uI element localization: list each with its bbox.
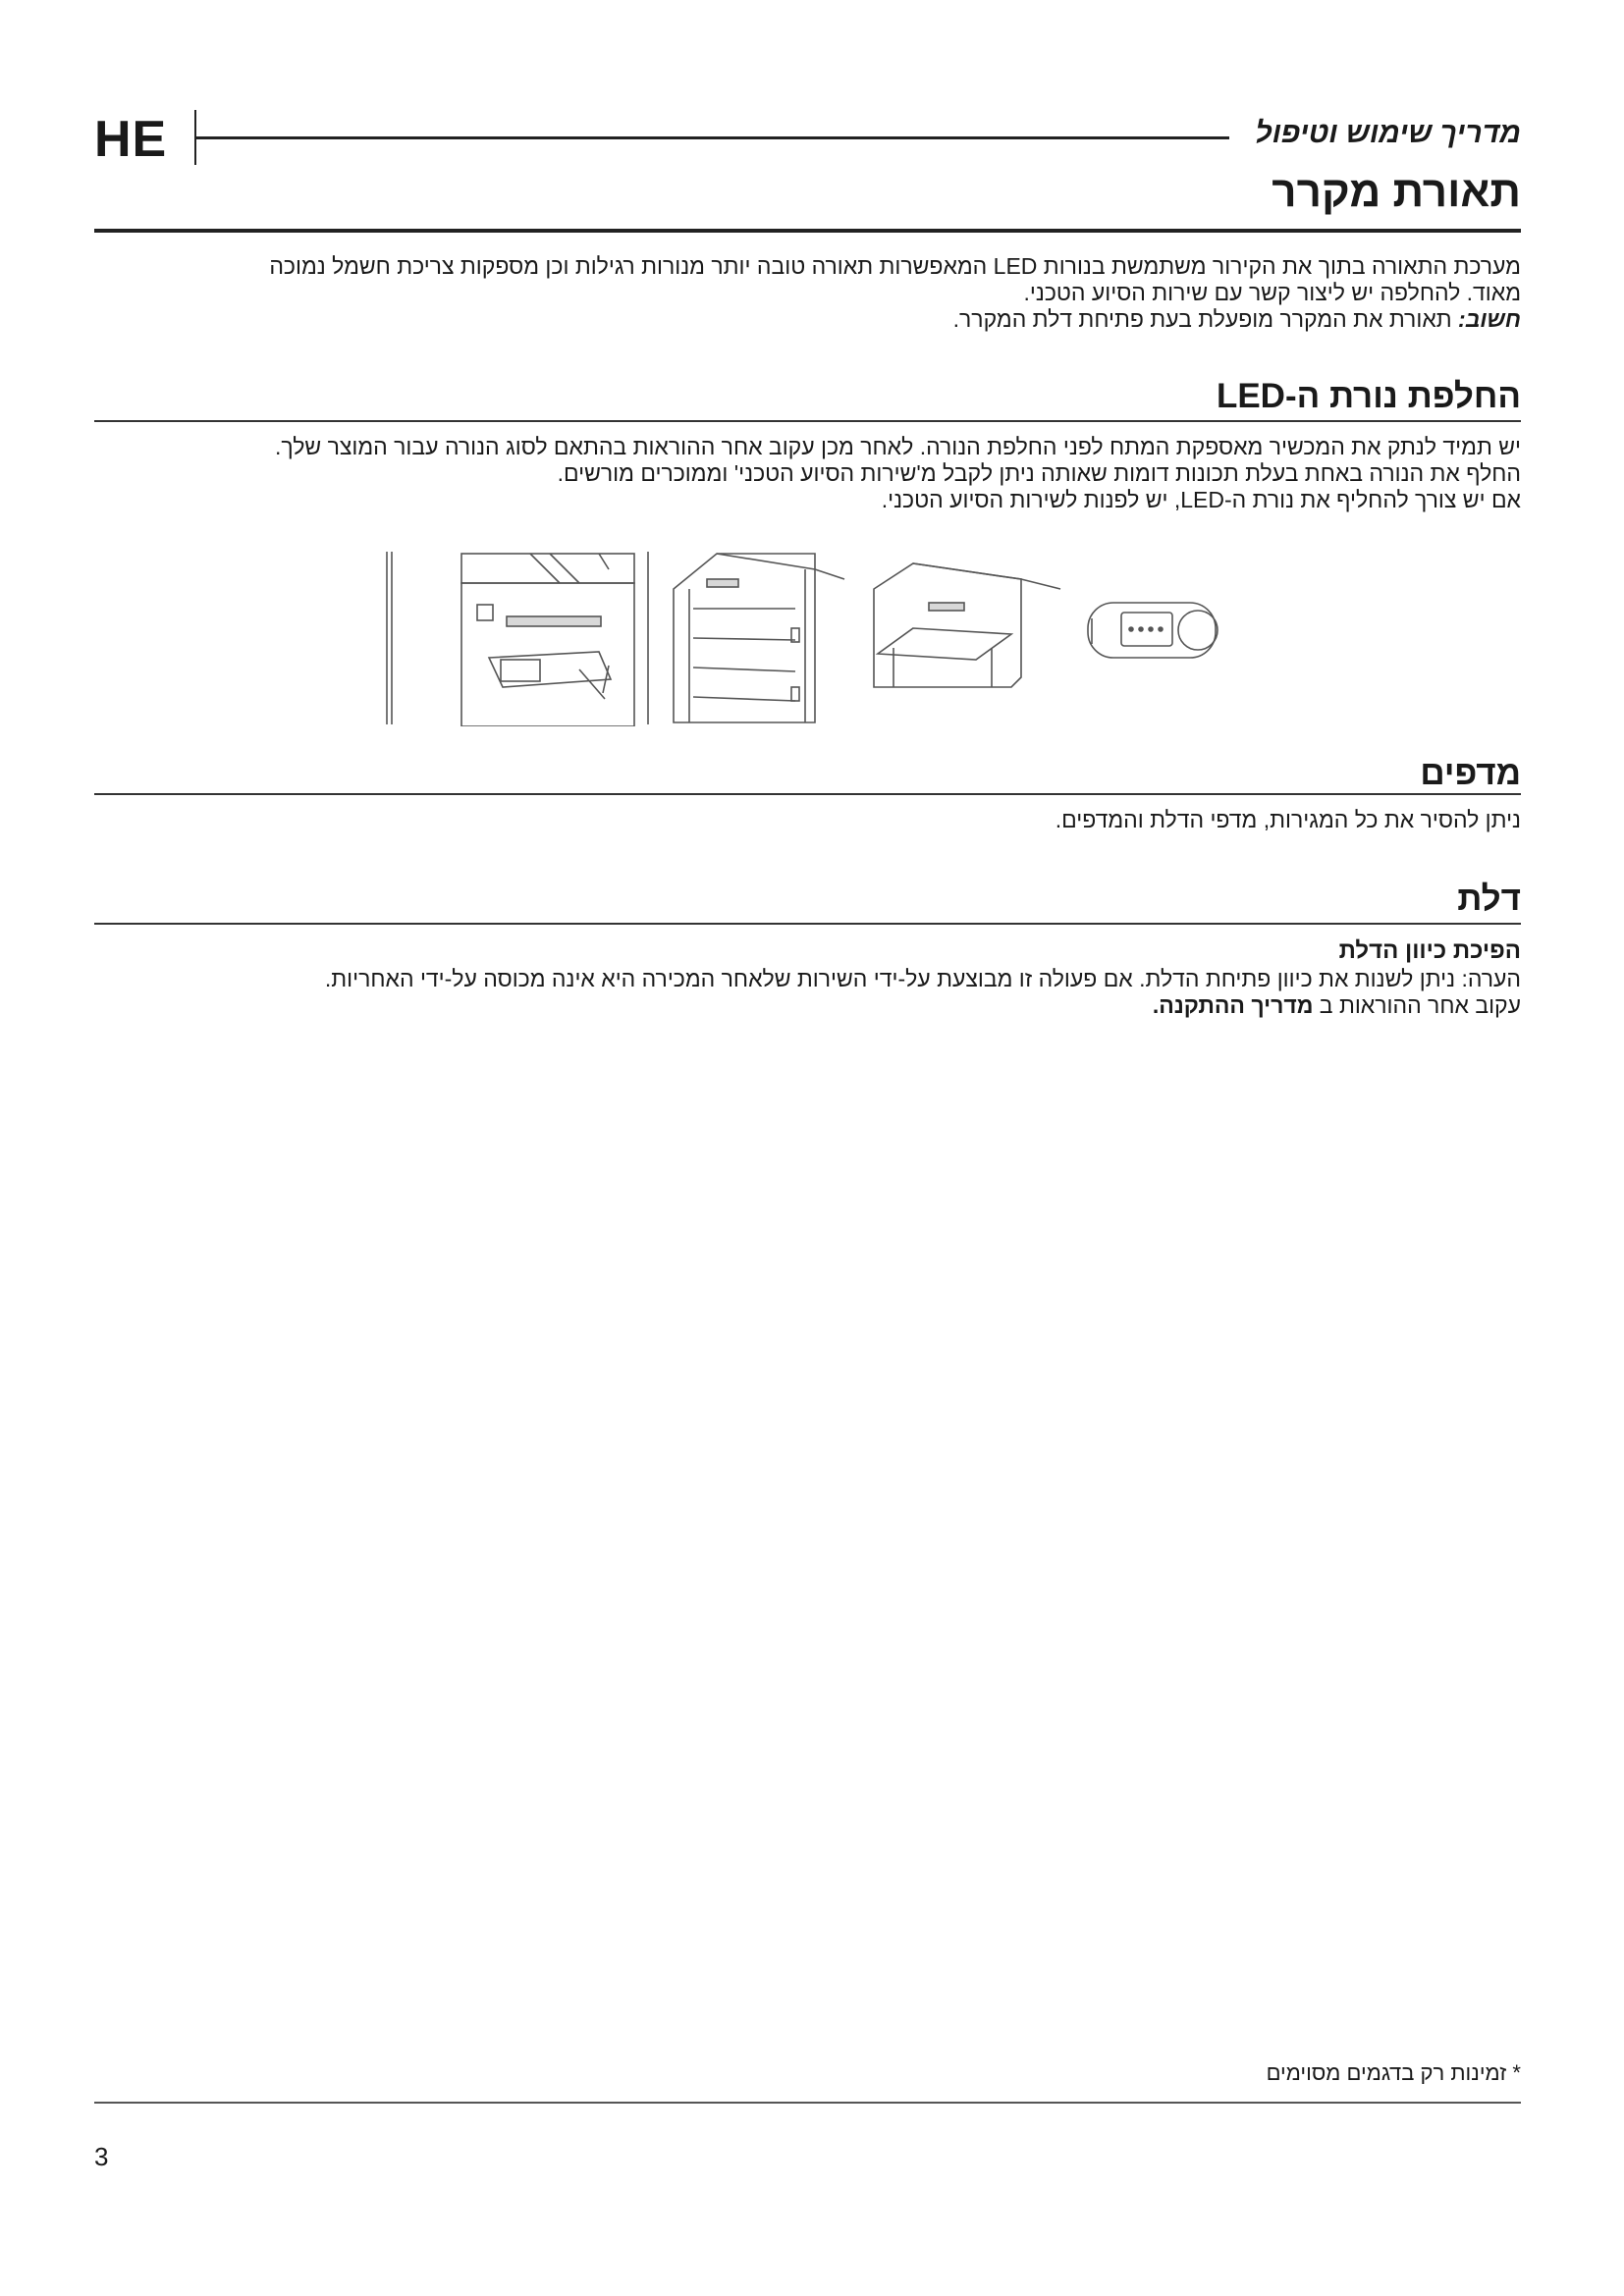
led-line-3: אם יש צורך להחליף את נורת ה-LED, יש לפנות לשירות הסיוע הטכני. — [881, 487, 1521, 512]
shelves-section-rule — [94, 793, 1521, 795]
led-section-heading-wrap — [94, 375, 1521, 418]
door-section-heading: דלת — [1457, 880, 1521, 918]
door-note-prefix: עקוב אחר ההוראות ב — [1313, 992, 1521, 1018]
warning-text: תאורת את המקרר מופעלת בעת פתיחת דלת המקרר. — [952, 306, 1459, 332]
led-line-1: יש תמיד לנתק את המכשיר מאספקת המתח לפני החלפת הנורה. לאחר מכן עקוב אחר ההוראות בהתאם לסוג הנורה עבור המוצר שלך. — [275, 434, 1521, 459]
door-note-line-1: הערה: ניתן לשנות את כיוון פתיחת הדלת. אם פעולה זו מבוצעת על-ידי השירות שלאחר המכירה היא אינה מכוסה על-ידי האחריות. — [324, 966, 1521, 991]
footnote: * זמינות רק בדגמים מסוימים — [1266, 2060, 1521, 2085]
shelves-section-body — [94, 807, 1521, 833]
intro-line-2: מאוד. להחלפה יש ליצור קשר עם שירות הסיוע הטכני. — [1023, 280, 1521, 305]
door-section-body — [94, 936, 1521, 1019]
warning-line — [94, 306, 1521, 333]
header-rule — [196, 136, 1229, 139]
led-module-drawing — [1088, 603, 1218, 658]
footer-rule — [94, 2102, 1521, 2104]
led-line-2: החלף את הנורה באחת בעלת תכונות דומות שאותה ניתן לקבל מ'שירות הסיוע הטכני' וממוכרים מורשים. — [557, 460, 1521, 486]
shelves-section-heading-wrap — [94, 752, 1521, 795]
page-number: 3 — [94, 2142, 109, 2171]
document-title: מדריך שימוש וטיפול — [1255, 117, 1521, 149]
led-section-body — [94, 434, 1521, 513]
fridge-interior-drawing — [387, 552, 648, 726]
led-section-heading: החלפת נורת ה-LED — [1216, 377, 1521, 415]
fridge-cabinet-drawing — [674, 554, 844, 722]
intro-section — [94, 253, 1521, 333]
shelves-section-heading: מדפים — [1420, 754, 1521, 792]
language-code: HE — [94, 111, 168, 168]
door-section-heading-wrap — [94, 878, 1521, 921]
page-heading-rule — [94, 229, 1521, 233]
intro-line-1: מערכת התאורה בתוך את הקירור משתמשת בנורות LED המאפשרות תאורה טובה יותר מנורות רגילות וכן מספקות צריכת חשמל נמוכה — [269, 253, 1521, 279]
shelf-unit-drawing — [874, 563, 1060, 687]
installation-guide-ref: מדריך ההתקנה. — [1152, 992, 1314, 1018]
page-heading: תאורת מקרר — [1272, 168, 1521, 216]
door-section-rule — [94, 923, 1521, 925]
door-note-line-2 — [94, 992, 1521, 1019]
led-replacement-illustration — [383, 550, 1247, 726]
led-section-rule — [94, 420, 1521, 422]
door-reversal-subheading: הפיכת כיוון הדלת — [1338, 937, 1521, 964]
shelves-text: ניתן להסיר את כל המגירות, מדפי הדלת והמדפים. — [1055, 807, 1521, 832]
warning-label: חשוב: — [1458, 306, 1521, 332]
